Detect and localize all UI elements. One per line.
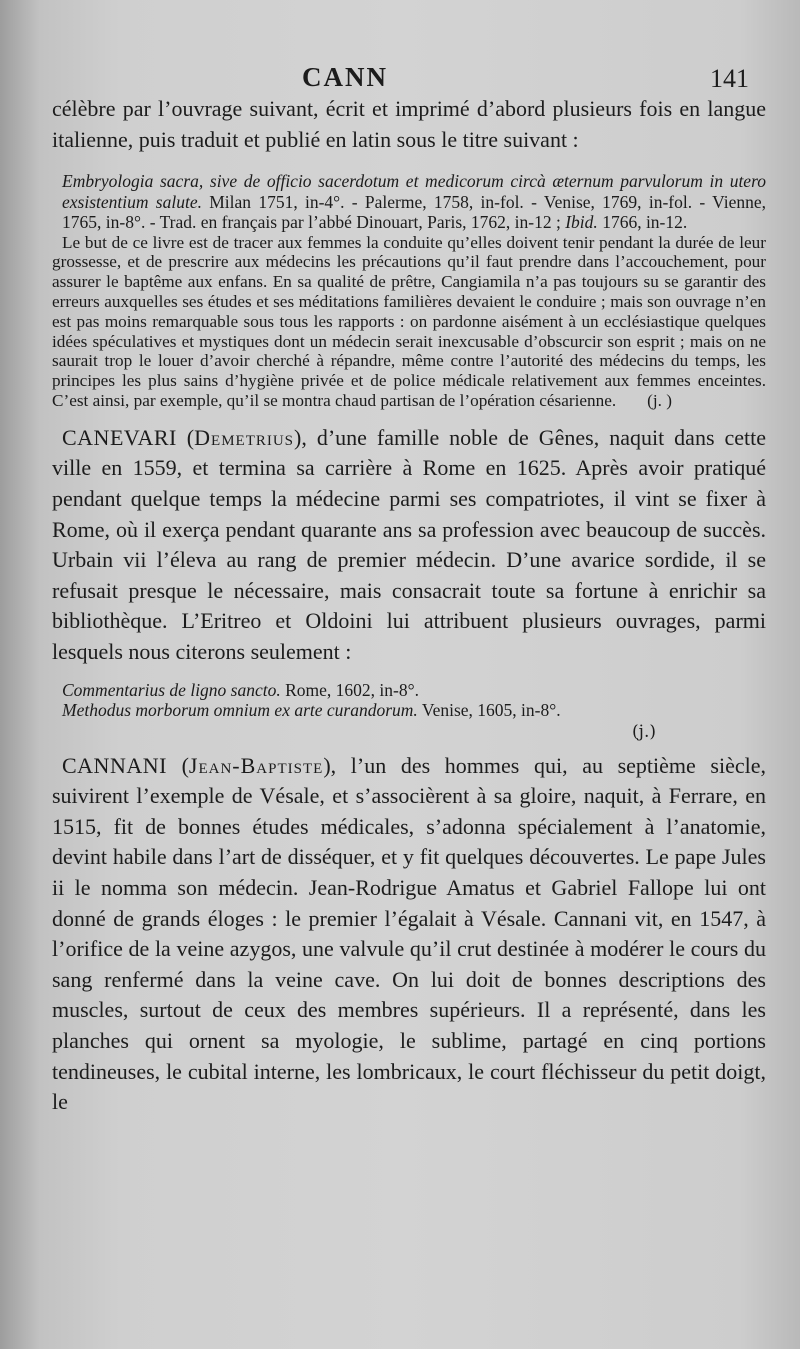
canevari-signature: (j.) <box>632 721 656 742</box>
canevari-reference-1 <box>52 680 766 701</box>
cangiamila-commentary <box>52 233 766 411</box>
ref-title: Methodus morborum omnium ex arte curandorum. <box>62 700 418 721</box>
cannani-text: , l’un des hommes qui, au septième siècle, suivirent l’exemple de Vésale, et s’associèrent à sa gloire, naquit, à Ferrare, en 1515, fit de bonnes études médicales, s’adonna spécialement à l’anatomie, devint habile dans l’art de disséquer, et y fit quelques découvertes. Le pape Jules ii le nomma son médecin. Jean-Rodrigue Amatus et Gabriel Fallope lui ont donné de grands éloges : le premier l’égalait à Vésale. Cannani vit, en 1547, à l’orifice de la veine azygos, une valvule qu’il crut destinée à modérer le cours du sang renfermé dans la veine cave. On lui doit de bonnes descriptions des muscles, surtout de ceux des membres supérieurs. Il a représenté, dans les planches qui ornent sa myologie, le sublime, partagé en cinq portions tendineuses, le cubital interne, les lombricaux, le court fléchisseur du petit doigt, le <box>52 752 767 1115</box>
running-head: CANN <box>302 62 388 92</box>
page-number: 141 <box>710 64 749 93</box>
cangiamila-intro: célèbre par l’ouvrage suivant, écrit et imprimé d’abord plusieurs fois en langue italienne, puis traduit et publié en latin sous le titre suivant : <box>52 96 766 152</box>
cangiamila-reference <box>52 171 766 233</box>
cangiamila-signature: (j. ) <box>647 391 672 411</box>
cannani-entry: CANNANI (Jean-Baptiste), l’un des hommes qui, au septième siècle, suivirent l’exemple de Vésale, et s’associèrent à sa gloire, naquit, à Ferrare, en 1515, fit de bonnes études médicales, s’adonna spécialement à l’anatomie, devint habile dans l’art de disséquer, et y fit quelques découvertes. Le pape Jules ii le nomma son médecin. Jean-Rodrigue Amatus et Gabriel Fallope lui ont donné de grands éloges : le premier l’égalait à Vésale. Cannani vit, en 1547, à l’orifice de la veine azygos, une valvule qu’il crut destinée à modérer le cours du sang renfermé dans la veine cave. On lui doit de bonnes descriptions des muscles, surtout de ceux des membres supérieurs. Il a représenté, dans les planches qui ornent sa myologie, le sublime, partagé en cinq portions tendineuses, le cubital interne, les lombricaux, le court fléchisseur du petit doigt, le <box>52 752 767 1115</box>
ref-editions: Milan 1751, in-4°. - Palerme, 1758, in-fol. - Venise, 1769, in-fol. - Vienne, 1765, in-8°. - Trad. en français par l’abbé Dinouart, Paris, 1762, in-12 ; <box>62 191 767 233</box>
commentary-text: Le but de ce livre est de tracer aux femmes la conduite qu’elles doivent tenir pendant la durée de leur grossesse, et de prescrire aux médecins les précautions qu’il faut prendre dans l’accouchement, pour assurer le baptême aux enfans. En sa qualité de prêtre, Cangiamila n’a pas toujours su se garantir des erreurs auxquelles ses études et ses méditations familières devaient le conduire ; mais son ouvrage n’en est pas moins remarquable sous tous les rapports : on pardonne aisément à un ecclésiastique quelques idées spéculatives et mystiques dont un médecin serait inexcusable d’obscurcir son esprit ; mais on ne saurait trop le louer d’avoir cherché à répandre, même contre l’autorité des médecins du temps, les principes les plus sains d’hygiène privée et de police médicale relativement aux femmes enceintes. C’est ainsi, par exemple, qu’il se montra chaud partisan de l’opération césarienne. <box>52 232 766 411</box>
canevari-reference-2 <box>52 700 766 721</box>
page-header <box>0 62 800 98</box>
ref-title: Commentarius de ligno sancto. <box>62 679 281 700</box>
cannani-forename: Jean-Baptiste <box>188 752 324 778</box>
ref-title: Embryologia sacra, sive de officio sacerdotum et medicorum circà æternum parvulorum in utero exsistentium salute. <box>62 171 766 212</box>
canevari-name: CANEVARI <box>62 424 177 450</box>
ref-rest: Rome, 1602, in-8°. <box>280 679 419 700</box>
canevari-forename: Demetrius <box>194 424 295 450</box>
ref-rest: Venise, 1605, in-8°. <box>417 700 561 721</box>
canevari-entry: CANEVARI (Demetrius), d’une famille noble de Gênes, naquit dans cette ville en 1559, et termina sa carrière à Rome en 1625. Après avoir pratiqué pendant quelque temps la médecine parmi ses compatriotes, il vint se fixer à Rome, où il exerça pendant quarante ans sa profession avec beaucoup de succès. Urbain vii l’éleva au rang de premier médecin. D’une avarice sordide, il se refusait presque le nécessaire, mais consacrait toute sa fortune à enrichir sa bibliothèque. L’Eritreo et Oldoini lui attribuent plusieurs ouvrages, parmi lesquels nous citerons seulement : <box>52 424 767 665</box>
canevari-text: , d’une famille noble de Gênes, naquit dans cette ville en 1559, et termina sa carrière à Rome en 1625. Après avoir pratiqué pendant quelque temps la médecine parmi ses compatriotes, il vint se fixer à Rome, où il exerça pendant quarante ans sa profession avec beaucoup de succès. Urbain vii l’éleva au rang de premier médecin. D’une avarice sordide, il se refusait presque le nécessaire, mais consacrait toute sa fortune à enrichir sa bibliothèque. L’Eritreo et Oldoini lui attribuent plusieurs ouvrages, parmi lesquels nous citerons seulement : <box>52 424 767 665</box>
ref-ibid: Ibid. <box>565 212 598 233</box>
page-body <box>52 94 766 1118</box>
ref-end: 1766, in-12. <box>597 212 688 233</box>
cannani-name: CANNANI <box>62 752 167 778</box>
